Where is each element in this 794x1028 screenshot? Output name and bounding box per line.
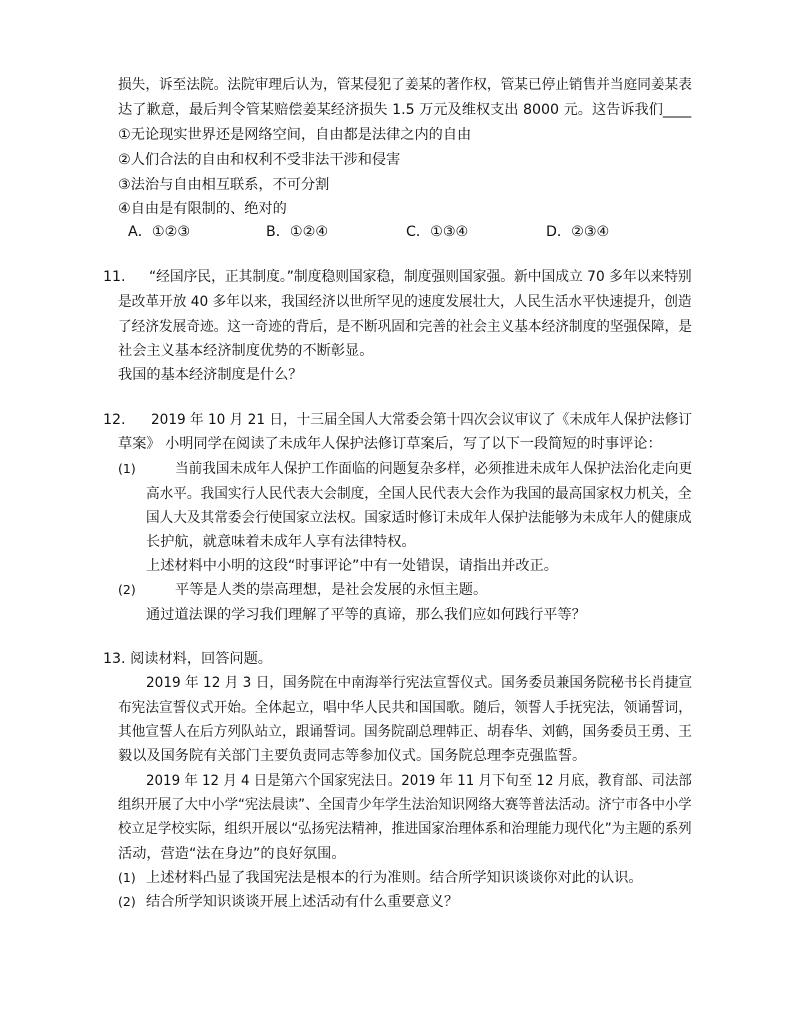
q12-sub2-line-1: 平等是人类的崇高理想，是社会发展的永恒主题。	[175, 582, 488, 598]
q10-statement-3: ③法治与自由相互联系，不可分割	[118, 177, 330, 193]
q13-para1-line-3: 其他宣誓人在后方列队站立，跟诵誓词。国务院副总理韩正、胡春华、刘鹤，国务委员王勇、王	[118, 724, 692, 740]
q11-number: 11.	[103, 269, 126, 285]
q13-sub2-number: (2)	[118, 894, 136, 909]
q12-sub1-number: (1)	[118, 461, 136, 476]
q10-stem-line-1: 损失，诉至法院。法院审理后认为，管某侵犯了姜某的著作权，管某已停止销售并当庭同姜某表	[118, 77, 692, 93]
q11-line-2: 是改革开放 40 多年以来，我国经济以世所罕见的速度发展壮大，人民生活水平快速提升，创造	[118, 294, 692, 310]
q12-sub1-line-4: 长护航，就意味着未成年人享有法律特权。	[146, 534, 416, 550]
q12-sub2-question: 通过道法课的学习我们理解了平等的真谛，那么我们应如何践行平等？	[146, 607, 586, 623]
q13-sub1-question: 上述材料凸显了我国宪法是根本的行为准则。结合所学知识谈谈你对此的认识。	[146, 870, 643, 886]
q11-line-3: 了经济发展奇迹。这一奇迹的背后，是不断巩固和完善的社会主义基本经济制度的坚强保障，是	[118, 319, 692, 335]
q12-sub1-question: 上述材料中小明的这段“时事评论”中有一处错误，请指出并改正。	[146, 558, 558, 574]
q13-para2-line-2: 组织开展了大中小学“宪法晨读”、全国青少年学生法治知识网络大赛等普法活动。济宁市各中小学	[118, 797, 692, 813]
q10-option-b[interactable]: B．①②④	[266, 224, 329, 240]
q13-para1-line-1: 2019 年 12 月 3 日，国务院在中南海举行宪法宣誓仪式。国务委员兼国务院秘书长肖捷宣	[146, 675, 693, 691]
q13-para2-line-1: 2019 年 12 月 4 日是第六个国家宪法日。2019 年 11 月下旬至 12 月底，教育部、司法部	[146, 773, 692, 789]
q10-option-d[interactable]: D．②③④	[546, 224, 610, 240]
q10-statement-1: ①无论现实世界还是网络空间，自由都是法律之内的自由	[118, 127, 472, 143]
q12-sub1-line-1: 当前我国未成年人保护工作面临的问题复杂多样，必须推进未成年人保护法治化走向更	[175, 461, 693, 477]
q10-statement-4: ④自由是有限制的、绝对的	[118, 201, 287, 217]
q13-para1-line-4: 毅以及国务院有关部门主要负责同志等参加仪式。国务院总理李克强监誓。	[118, 748, 587, 764]
q11-question: 我国的基本经济制度是什么？	[118, 367, 303, 383]
q13-sub1-number: (1)	[118, 870, 136, 885]
q13-para1-line-2: 布宪法宣誓仪式开始。全体起立，唱中华人民共和国国歌。随后，领誓人手抚宪法，领诵誓词，	[118, 700, 692, 716]
q12-intro-line-2: 草案》 小明同学在阅读了未成年人保护法修订草案后，写了以下一段简短的时事评论：	[118, 436, 662, 452]
q10-stem-line-2: 达了歉意，最后判令管某赔偿姜某经济损失 1.5 万元及维权支出 8000 元。这告诉我们____	[118, 102, 692, 118]
q12-sub1-line-2: 高水平。我国实行人民代表大会制度，全国人民代表大会作为我国的最高国家权力机关，全	[146, 486, 692, 502]
q13-para2-line-3: 校立足学校实际，组织开展以“弘扬宪法精神，推进国家治理体系和治理能力现代化”为主题的系列	[118, 821, 692, 837]
q10-option-c[interactable]: C．①③④	[406, 224, 469, 240]
q13-sub2-question: 结合所学知识谈谈开展上述活动有什么重要意义？	[146, 894, 459, 910]
q12-sub1-line-3: 国人大及其常委会行使国家立法权。国家适时修订未成年人保护法能够为未成年人的健康成	[146, 510, 692, 526]
q12-sub2-number: (2)	[118, 582, 136, 597]
q11-line-4: 社会主义基本经济制度优势的不断彰显。	[118, 343, 374, 359]
q10-statement-2: ②人们合法的自由和权利不受非法干涉和侵害	[118, 152, 401, 168]
q12-intro-line-1: 2019 年 10 月 21 日，十三届全国人大常委会第十四次会议审议了《未成年人保护法修订	[151, 412, 692, 428]
q13-para2-line-4: 活动，营造“法在身边”的良好氛围。	[118, 846, 346, 862]
q12-number: 12.	[103, 412, 126, 428]
q13-heading: 13. 阅读材料，回答问题。	[103, 651, 272, 667]
q11-line-1: “经国序民，正其制度。”制度稳则国家稳，制度强则国家强。新中国成立 70 多年以来特别	[149, 269, 692, 285]
q10-option-a[interactable]: A．①②③	[128, 224, 191, 240]
